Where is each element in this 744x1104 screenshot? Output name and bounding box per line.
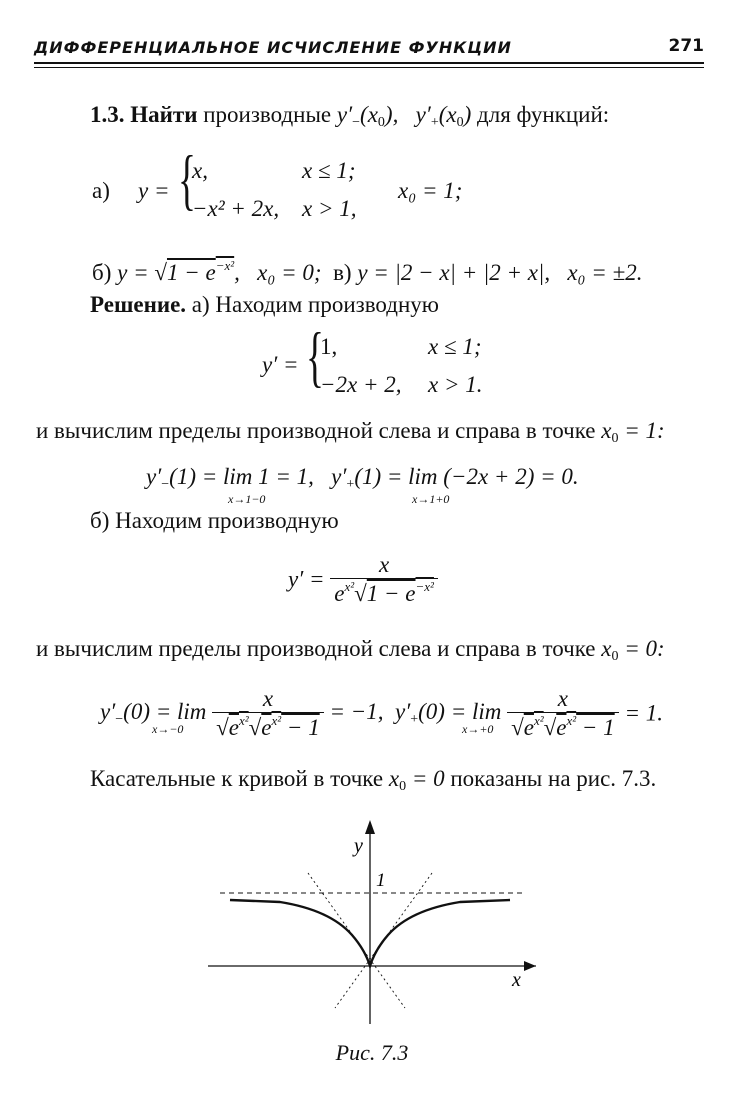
item-b-point: x₀ = 0; <box>257 260 322 285</box>
items-b-c <box>92 258 642 286</box>
item-a-cond1: x ≤ 1; <box>302 158 356 183</box>
limits-a-formula: $y'_-(1) = \lim 1 = 1$, $y'_+(1) = \lim (-2x + 2) = 0$. <box>146 464 579 492</box>
item-a-case1: x, <box>192 158 208 183</box>
limits-text-2-words: и вычислим пределы производной слева и справа в точке <box>36 636 596 661</box>
limit-b-left-fraction: $\frac{x}{√e^{x^2}√e^{x^2} - 1}$ <box>212 686 324 741</box>
y-axis-label: y <box>354 835 363 857</box>
item-c-point: x₀ = ±2. <box>567 260 643 285</box>
tangent-point: $x_0 = 0$ <box>388 766 445 794</box>
solution-a-intro: а) Находим производную <box>191 292 439 317</box>
problem-number: 1.3. <box>90 102 125 127</box>
limit-b-right-sub: x→+0 <box>462 722 494 736</box>
limits-text-1-words: и вычислим пределы производной слева и справа в точке <box>36 418 596 443</box>
limit-a-left-sub: x→1−0 <box>228 492 266 506</box>
solution-title: Решение. <box>90 292 187 317</box>
item-a-brace: { <box>178 141 196 217</box>
running-title: ДИФФЕРЕНЦИАЛЬНОЕ ИСЧИСЛЕНИЕ ФУНКЦИИ <box>34 38 512 57</box>
item-b-label: б) <box>92 260 112 285</box>
tangent-text: Касательные к кривой в точке <box>90 766 384 791</box>
limit-a-right-sub: x→1+0 <box>412 492 450 506</box>
derivative-a-cond2: x > 1. <box>428 372 483 397</box>
item-c-label: в) <box>333 260 352 285</box>
problem-statement-text: производные <box>203 102 332 127</box>
x-axis-label: x <box>512 969 521 991</box>
derivative-a-case1: 1, <box>320 334 338 359</box>
item-a-y-equals: y = <box>138 178 170 203</box>
header-rule-thin <box>34 67 704 68</box>
derivative-a-case2: −2x + 2, <box>320 372 402 397</box>
y-axis-arrow <box>365 820 375 834</box>
limits-b-formula: $y'_-(0) = \lim$ $\frac{x}{√e^{x^2}√e^{x^2} - 1}$ = −1, $y'_+(0) = \lim$ $\frac{x}{√e^{x^2}√e^{x^2} - 1}$ = 1. <box>100 686 663 740</box>
figure-7-3 <box>0 810 744 1030</box>
asymptote-label: 1 <box>376 870 386 891</box>
problem-for-functions: для функций: <box>477 102 610 127</box>
limits-point-1: $x_0 = 1$: <box>601 418 665 446</box>
item-a-case2: −x² + 2x, <box>192 196 280 221</box>
derivative-a-cond1: x ≤ 1; <box>428 334 482 359</box>
page-number: 271 <box>668 36 704 56</box>
item-a-point: x₀ = 1; <box>398 178 463 203</box>
item-b-function: $y = √1 - e^{-x^2}$, <box>117 258 240 285</box>
item-c-function: y = |2 − x| + |2 + x|, <box>357 260 551 285</box>
derivative-b-fraction: $\frac{x}{e^{x^2}√1 - e^{-x^2}}$ <box>330 552 438 607</box>
derivative-a-y-equals: y′ = <box>262 352 299 377</box>
problem-find: Найти <box>130 102 198 127</box>
limit-b-left-sub: x→−0 <box>152 722 184 736</box>
item-a-cond2: x > 1, <box>302 196 357 221</box>
item-a-label: а) <box>92 178 110 203</box>
limit-b-right-fraction: $\frac{x}{√e^{x^2}√e^{x^2} - 1}$ <box>507 686 619 741</box>
limits-text-2 <box>36 636 665 665</box>
figure-caption: Рис. 7.3 <box>335 1040 409 1065</box>
x-axis-arrow <box>524 961 536 971</box>
one-sided-derivatives-notation: $y'_-(x_0)$, $y'_+(x_0)$ <box>336 102 472 130</box>
derivative-a-brace: { <box>306 318 324 394</box>
solution-b-intro: б) Находим производную <box>90 508 339 533</box>
tangent-text-end: показаны на рис. 7.3. <box>450 766 657 791</box>
limits-point-2: $x_0 = 0$: <box>601 636 665 664</box>
tangent-sentence <box>90 766 656 795</box>
solution-heading-line <box>90 292 439 318</box>
problem-statement <box>90 102 609 131</box>
header-rule-thick <box>34 62 704 64</box>
derivative-b: y′ = $\frac{x}{e^{x^2}√1 - e^{-x^2}}$ <box>288 552 438 607</box>
limits-text-1 <box>36 418 665 447</box>
